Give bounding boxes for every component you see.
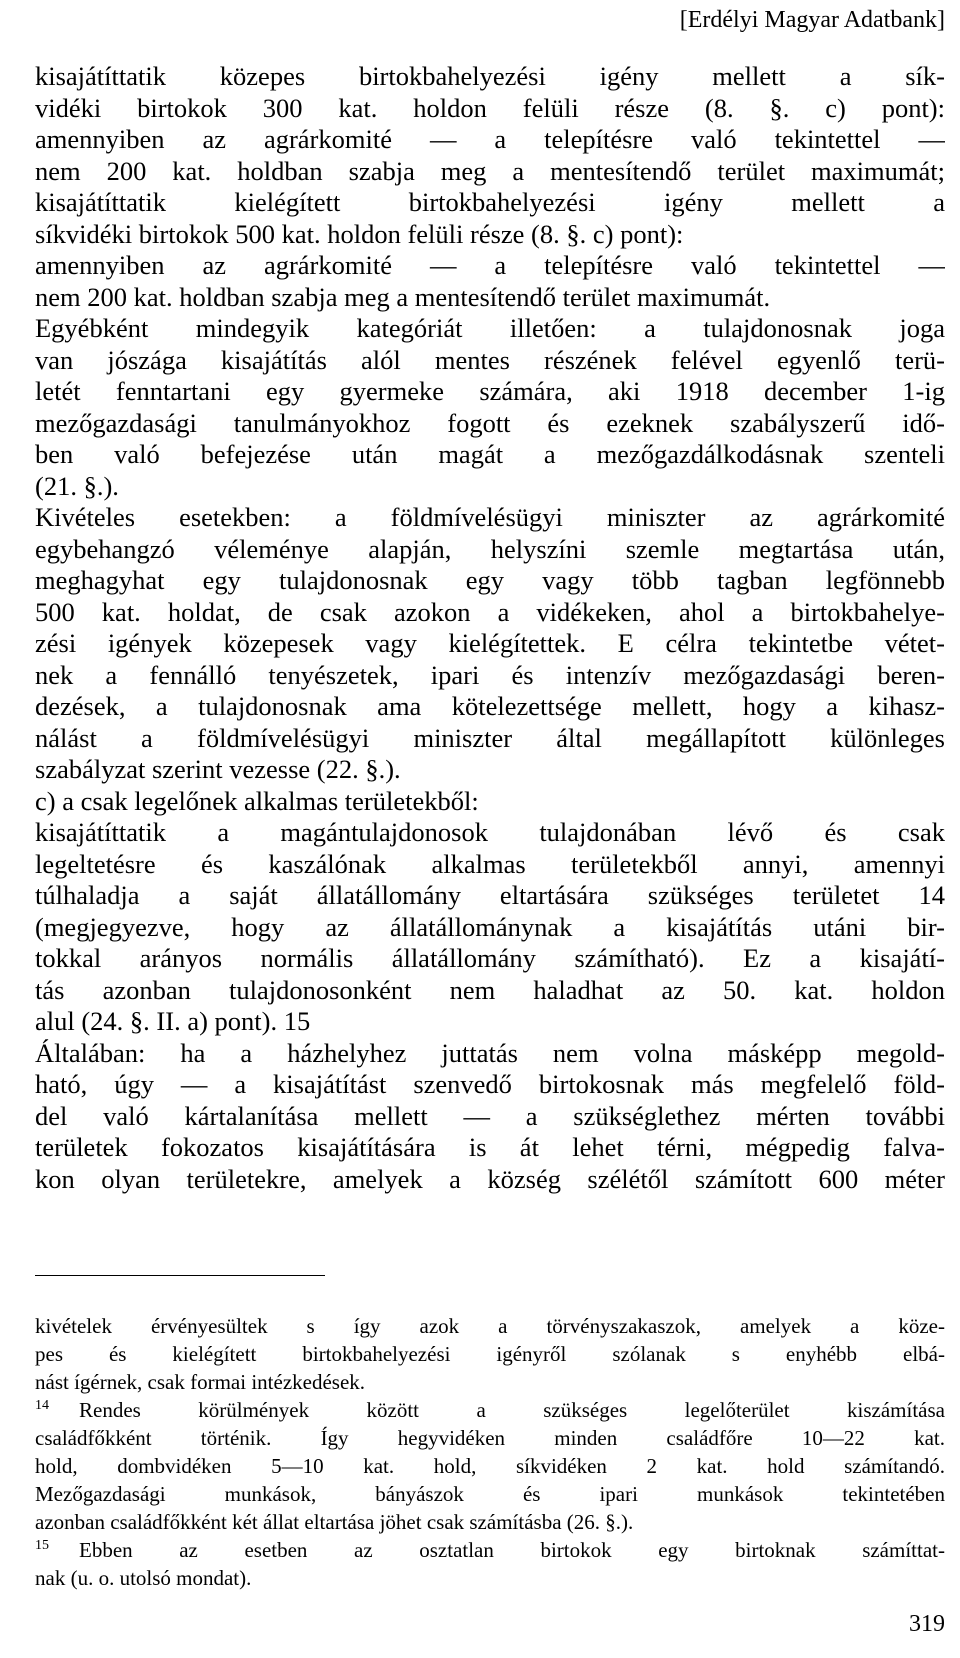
text-line: (21. §.). [35, 470, 119, 501]
text-line: síkvidéki birtokok 500 kat. holdon felüli része (8. §. c) pont): [35, 218, 684, 249]
text-line: nem 200 kat. holdban szabja meg a mentesítendő terület maximumát; [35, 155, 945, 186]
footnote-15 [35, 1536, 945, 1564]
text-line: egybehangzó véleménye alapján, helyszíni szemle megtartása után, [35, 533, 945, 564]
text-line: mezőgazdasági tanulmányokhoz fogott és ezeknek szabályszerű idő- [35, 407, 945, 438]
text-line: Általában: ha a házhelyhez juttatás nem volna másképp megold- [35, 1037, 945, 1068]
text-line: ben való befejezése után magát a mezőgazdálkodásnak szenteli [35, 439, 945, 469]
text-line: dezések, a tulajdonosnak ama kötelezettsége mellett, hogy a kihasz- [35, 691, 945, 721]
text-line: meghagyhat egy tulajdonosnak egy vagy több tagban legfönnebb [35, 565, 945, 595]
text-line: kisajátíttatik közepes birtokbahelyezési igény mellett a sík- [35, 61, 945, 91]
text-line: túlhaladja a saját állatállomány eltartására szükséges területet 14 [35, 880, 945, 910]
footnote-number: 14 [35, 1398, 49, 1413]
footnote-divider [35, 1275, 325, 1276]
footnote-text: Rendes körülmények között a szükséges legelőterület kiszámítása [79, 1398, 945, 1422]
text-line: területek fokozatos kisajátítására is át lehet térni, mégpedig falva- [35, 1132, 945, 1162]
text-line: c) a csak legelőnek alkalmas területekből: [35, 785, 479, 816]
text-line: zési igények közepesek vagy kielégítettek. E célra tekintetbe vétet- [35, 628, 945, 658]
text-line: Kivételes esetekben: a földmívelésügyi miniszter az agrárkomité [35, 502, 945, 532]
text-line: tás azonban tulajdonosonként nem haladhat az 50. kat. holdon [35, 974, 945, 1005]
page-number: 319 [909, 1611, 945, 1637]
text-line: amennyiben az agrárkomité — a telepítésre való tekintettel — [35, 124, 945, 154]
text-line: alul (24. §. II. a) pont). 15 [35, 1006, 311, 1036]
footnotes [35, 1312, 945, 1592]
text-line: kisajátíttatik kielégített birtokbahelyezési igény mellett a [35, 187, 945, 217]
text-line: ható, úgy — a kisajátítást szenvedő birtokosnak más megfelelő föld- [35, 1069, 945, 1099]
main-text [35, 61, 945, 1195]
text-line: kon olyan területekre, amelyek a község szélétől számított 600 méter [35, 1163, 945, 1194]
text-line: tokkal arányos normális állatállomány számítható). Ez a kisajátí- [35, 943, 945, 973]
footnote-14 [35, 1396, 945, 1424]
footnote-line: pes és kielégített birtokbahelyezési igényről szólanak s enyhébb elbá- [35, 1342, 945, 1366]
footnote-line: hold, dombvidéken 5—10 kat. hold, síkvidéken 2 kat. hold számítandó. [35, 1454, 945, 1478]
text-line: letét fenntartani egy gyermeke számára, aki 1918 december 1-ig [35, 376, 945, 406]
footnote-line: azonban családfőkként két állat eltartása jöhet csak számításba (26. §.). [35, 1510, 634, 1534]
source-header: [Erdélyi Magyar Adatbank] [679, 7, 945, 33]
text-line: Egyébként mindegyik kategóriát illetően: a tulajdonosnak joga [35, 313, 945, 343]
text-line: van jószága kisajátítás alól mentes részének felével egyenlő terü- [35, 344, 945, 375]
footnote-text: Ebben az esetben az osztatlan birtokok egy birtoknak számíttat- [79, 1538, 945, 1562]
text-line: 500 kat. holdat, de csak azokon a vidékeken, ahol a birtokbahelye- [35, 596, 945, 627]
footnote-line: Mezőgazdasági munkások, bányászok és ipari munkások tekintetében [35, 1482, 945, 1506]
footnote-line: családfőkként történik. Így hegyvidéken minden családfőre 10—22 kat. [35, 1426, 945, 1450]
text-line: amennyiben az agrárkomité — a telepítésre való tekintettel — [35, 250, 945, 280]
text-line: (megjegyezve, hogy az állatállománynak a kisajátítás utáni bir- [35, 911, 945, 942]
footnote-number: 15 [35, 1538, 49, 1553]
text-line: nálást a földmívelésügyi miniszter által megállapított különleges [35, 722, 945, 753]
text-line: vidéki birtokok 300 kat. holdon felüli része (8. §. c) pont): [35, 92, 945, 123]
footnote-line: nást ígérnek, csak formai intézkedések. [35, 1370, 366, 1394]
footnote-line: nak (u. o. utolsó mondat). [35, 1566, 252, 1590]
text-line: del való kártalanítása mellett — a szükséglethez mérten további [35, 1100, 945, 1131]
text-line: kisajátíttatik a magántulajdonosok tulajdonában lévő és csak [35, 817, 945, 847]
text-line: legeltetésre és kaszálónak alkalmas területekből annyi, amennyi [35, 848, 945, 879]
text-line: nem 200 kat. holdban szabja meg a mentesítendő terület maximumát. [35, 281, 771, 312]
text-line: nek a fennálló tenyészetek, ipari és intenzív mezőgazdasági beren- [35, 659, 945, 690]
footnote-line: kivételek érvényesültek s így azok a törvényszakaszok, amelyek a köze- [35, 1314, 945, 1338]
text-line: szabályzat szerint vezesse (22. §.). [35, 754, 401, 784]
